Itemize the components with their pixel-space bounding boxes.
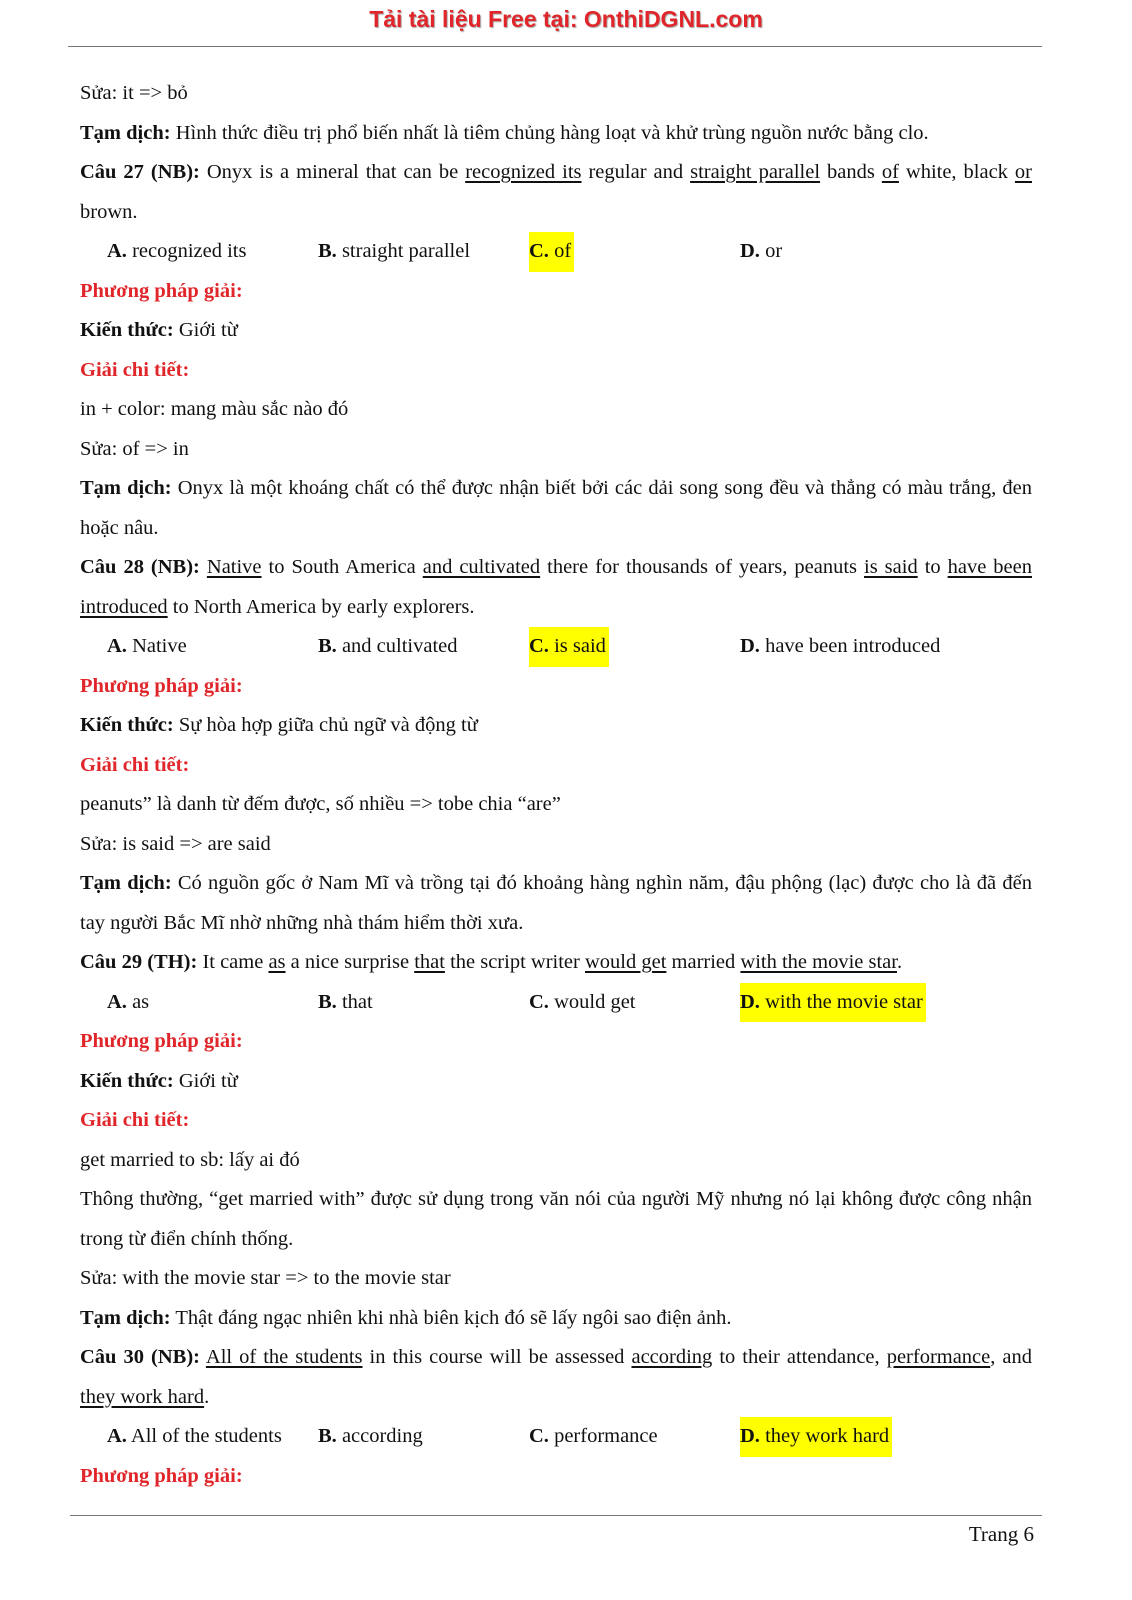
question-text: Onyx is a mineral that can be	[199, 161, 466, 183]
underlined-part-d: have been introduced	[80, 556, 1033, 618]
fix-line: Sửa: it => bỏ	[80, 82, 188, 104]
option-d[interactable]	[740, 627, 940, 667]
underlined-part-b: that	[414, 951, 445, 973]
underlined-part-d: they work hard	[80, 1385, 205, 1408]
option-d[interactable]	[740, 232, 782, 272]
translation-text: Onyx là một khoáng chất có thể được nhận biết bởi các dải song song đều và thẳng có màu trắng, đen hoặc nâu.	[80, 477, 1032, 539]
translation-paragraph	[80, 114, 1032, 154]
option-letter: C.	[529, 1425, 549, 1447]
underlined-part-c: of	[881, 161, 899, 183]
detail-line: Sửa: of => in	[80, 437, 189, 460]
option-c-correct[interactable]	[529, 232, 574, 272]
answer-options	[80, 983, 1032, 1023]
question-29	[80, 943, 1032, 983]
underlined-part-b: according	[631, 1346, 713, 1368]
question-30	[80, 1338, 1032, 1417]
underlined-part-d: with the movie star	[740, 951, 897, 973]
underlined-part-c: is said	[864, 556, 918, 578]
translation-label: Tạm dịch:	[80, 477, 172, 499]
knowledge-line	[80, 1062, 1032, 1102]
option-c[interactable]	[529, 1417, 658, 1457]
option-b[interactable]	[318, 232, 470, 272]
translation-paragraph	[80, 469, 1032, 548]
method-heading: Phương pháp giải:	[80, 674, 243, 697]
detail-line: Sửa: is said => are said	[80, 832, 271, 855]
knowledge-label: Kiến thức:	[80, 714, 174, 736]
option-text: according	[336, 1425, 423, 1447]
option-text: with the movie star	[759, 990, 923, 1013]
translation-label: Tạm dịch:	[80, 1306, 171, 1329]
answer-options	[80, 1417, 1032, 1457]
question-text: a nice surprise	[285, 951, 415, 973]
option-d-correct[interactable]	[740, 1417, 892, 1457]
option-letter: D.	[740, 635, 760, 657]
translation-label: Tạm dịch:	[80, 121, 171, 144]
footer-divider	[70, 1515, 1042, 1516]
method-heading: Phương pháp giải:	[80, 279, 243, 302]
option-letter: C.	[529, 990, 549, 1013]
option-b[interactable]	[318, 1417, 423, 1457]
underlined-part-d: or	[1014, 161, 1032, 183]
translation-text: Thật đáng ngạc nhiên khi nhà biên kịch đó sẽ lấy ngôi sao điện ảnh.	[170, 1306, 732, 1329]
option-letter: B.	[318, 240, 337, 262]
detail-line: get married to sb: lấy ai đó	[80, 1148, 300, 1171]
option-text: that	[336, 990, 373, 1013]
page-number: Trang 6	[968, 1522, 1034, 1546]
knowledge-label: Kiến thức:	[80, 1069, 174, 1092]
translation-text: Hình thức điều trị phổ biến nhất là tiêm chủng hàng loạt và khử trùng nguồn nước bằng clo.	[170, 121, 929, 144]
underlined-part-b: and cultivated	[422, 556, 541, 578]
option-letter: D.	[740, 1425, 760, 1447]
underlined-part-c: performance	[886, 1346, 991, 1368]
option-a[interactable]	[107, 627, 187, 667]
option-text: they work hard	[759, 1425, 890, 1447]
answer-options	[80, 627, 1032, 667]
underlined-part-c: would get	[584, 951, 667, 973]
question-27	[80, 153, 1032, 232]
header-divider	[68, 46, 1042, 47]
option-text: of	[548, 240, 572, 262]
question-text: brown.	[80, 200, 138, 223]
knowledge-line	[80, 706, 1032, 746]
option-text: All of the students	[126, 1425, 282, 1447]
question-text: It came	[197, 951, 269, 973]
option-d-correct[interactable]	[740, 983, 926, 1023]
knowledge-line	[80, 311, 1032, 351]
option-text: would get	[548, 990, 636, 1013]
knowledge-text: Sự hòa hợp giữa chủ ngữ và động từ	[173, 714, 478, 736]
question-label: Câu 30 (NB):	[80, 1346, 200, 1368]
option-text: recognized its	[126, 240, 247, 262]
underlined-part-b: straight parallel	[690, 161, 821, 183]
option-a[interactable]	[107, 232, 246, 272]
option-text: performance	[548, 1425, 658, 1447]
translation-text: Có nguồn gốc ở Nam Mĩ và trồng tại đó khoảng hàng nghìn năm, đậu phộng (lạc) được cho là đã đến tay người Bắc Mĩ nhờ những nhà thám hiểm thời xưa.	[80, 872, 1032, 934]
question-text: married	[666, 951, 741, 973]
detail-line: in + color: mang màu sắc nào đó	[80, 398, 349, 420]
option-letter: A.	[107, 990, 127, 1013]
question-text: to	[917, 556, 948, 578]
knowledge-label: Kiến thức:	[80, 319, 174, 341]
question-text: bands	[820, 161, 882, 183]
option-letter: D.	[740, 240, 760, 262]
option-b[interactable]	[318, 627, 458, 667]
question-text: the script writer	[444, 951, 585, 973]
question-28	[80, 548, 1032, 627]
knowledge-text: Giới từ	[173, 1069, 238, 1092]
option-text: as	[126, 990, 150, 1013]
detail-heading: Giải chi tiết:	[80, 753, 190, 776]
translation-label: Tạm dịch:	[80, 872, 172, 894]
question-text: .	[896, 951, 903, 973]
question-text: .	[204, 1385, 210, 1408]
detail-line: peanuts” là danh từ đếm được, số nhiều => tobe chia “are”	[80, 793, 561, 815]
option-text: is said	[548, 635, 606, 657]
question-text: there for thousands of years, peanuts	[540, 556, 865, 578]
document-body	[80, 74, 1032, 1496]
option-letter: B.	[318, 635, 337, 657]
option-text: straight parallel	[336, 240, 471, 262]
option-letter: A.	[107, 240, 127, 262]
option-b[interactable]	[318, 983, 373, 1023]
question-text: to North America by early explorers.	[167, 595, 475, 618]
option-letter: A.	[107, 635, 127, 657]
translation-paragraph	[80, 864, 1032, 943]
site-banner[interactable]: Tải tài liệu Free tại: OnthiDGNL.com	[369, 6, 763, 32]
question-text: in this course will be assessed	[362, 1346, 632, 1368]
detail-line: Sửa: with the movie star => to the movie star	[80, 1267, 451, 1289]
option-letter: C.	[529, 240, 549, 262]
option-a[interactable]	[107, 983, 149, 1023]
translation-paragraph	[80, 1299, 1032, 1339]
question-label: Câu 28 (NB):	[80, 556, 200, 578]
question-text: to South America	[261, 556, 423, 578]
question-text: regular and	[581, 161, 691, 183]
option-text: have been introduced	[759, 635, 941, 657]
option-c-correct[interactable]	[529, 627, 609, 667]
option-letter: C.	[529, 635, 549, 657]
option-letter: B.	[318, 990, 337, 1013]
option-letter: A.	[107, 1425, 127, 1447]
option-letter: B.	[318, 1425, 337, 1447]
question-text: white, black	[898, 161, 1015, 183]
option-c[interactable]	[529, 983, 635, 1023]
detail-heading: Giải chi tiết:	[80, 1109, 190, 1131]
knowledge-text: Giới từ	[173, 319, 238, 341]
underlined-part-a: All of the students	[205, 1346, 363, 1368]
method-heading: Phương pháp giải:	[80, 1464, 243, 1487]
question-text: to their attendance,	[712, 1346, 887, 1368]
underlined-part-a: as	[268, 951, 286, 973]
underlined-part-a: Native	[206, 556, 262, 578]
question-label: Câu 29 (TH):	[80, 951, 198, 973]
option-letter: D.	[740, 990, 760, 1013]
method-heading: Phương pháp giải:	[80, 1030, 243, 1052]
answer-options	[80, 232, 1032, 272]
detail-line: Thông thường, “get married with” được sử dụng trong văn nói của người Mỹ nhưng nó lại không được công nhận trong từ điển chính thống.	[80, 1188, 1032, 1250]
option-text: and cultivated	[336, 635, 458, 657]
question-text: , and	[990, 1346, 1033, 1368]
detail-heading: Giải chi tiết:	[80, 358, 190, 381]
question-label: Câu 27 (NB):	[80, 161, 200, 183]
option-text: or	[759, 240, 783, 262]
underlined-part-a: recognized its	[465, 161, 582, 183]
option-a[interactable]	[107, 1417, 282, 1457]
option-text: Native	[126, 635, 187, 657]
